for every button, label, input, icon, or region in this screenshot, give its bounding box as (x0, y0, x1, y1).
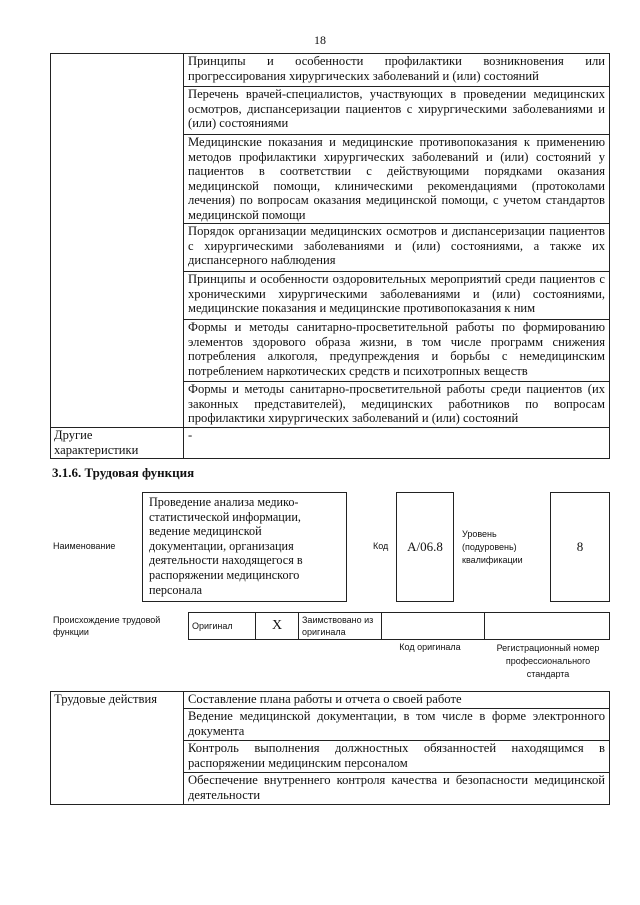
original-code-cell (382, 613, 485, 640)
table-row (51, 428, 610, 459)
section-title: 3.1.6. Трудовая функция (52, 465, 195, 480)
other-characteristics-value: - (184, 428, 610, 459)
knowledge-item: Формы и методы санитарно-просветительной работы среди пациентов (их законных представителей), медицинских работников по вопросам профилактики хирургических заболеваний и (или) состояний (184, 382, 610, 428)
labor-action-item: Ведение медицинской документации, в том числе в форме электронного документа (184, 709, 610, 741)
original-mark: X (256, 613, 299, 640)
level-box: 8 (550, 492, 610, 602)
reg-number-caption: Регистрационный номер профессионального стандарта (496, 643, 600, 679)
origin-table (188, 612, 610, 640)
table-row (189, 613, 610, 640)
labor-actions-label: Трудовые действия (51, 692, 184, 805)
name-label: Наименование (53, 541, 116, 551)
level-label: Уровень (подуровень) квалификации (462, 529, 523, 565)
labor-actions-table (50, 691, 610, 805)
knowledge-item: Принципы и особенности профилактики возникновения или прогрессирования хирургических заболеваний и (или) состояний (184, 54, 610, 87)
knowledge-item: Порядок организации медицинских осмотров и диспансеризации пациентов с хирургическими заболеваниями и (или) состояниями, а также их диспансерного наблюдения (184, 224, 610, 272)
table-row (51, 54, 610, 87)
other-characteristics-label: Другие характеристики (51, 428, 184, 459)
function-name-box: Проведение анализа медико-статистической информации, ведение медицинской документации, организация деятельности находящегося в распоряжении медицинского персонала (142, 492, 347, 602)
original-code-caption: Код оригинала (399, 642, 461, 652)
labor-action-item: Контроль выполнения должностных обязанностей находящимся в распоряжении медицинским персоналом (184, 741, 610, 773)
knowledge-item: Медицинские показания и медицинские противопоказания к применению методов профилактики хирургических заболеваний и (или) состояний у пациентов в соответствии с действующими порядками оказания медицинской помощи, клиническими рекомендациями (протоколами лечения) по вопросам оказания медицинской помощи, с учетом стандартов медицинской помощи (184, 135, 610, 224)
borrowed-label: Заимствовано из оригинала (299, 613, 382, 640)
knowledge-table (50, 53, 610, 459)
labor-action-item: Обеспечение внутреннего контроля качества и безопасности медицинской деятельности (184, 773, 610, 805)
page-number: 18 (314, 33, 326, 47)
original-label: Оригинал (189, 613, 256, 640)
labor-action-item: Составление плана работы и отчета о своей работе (184, 692, 610, 709)
knowledge-item: Формы и методы санитарно-просветительной работы по формированию элементов здорового образа жизни, в том числе программ снижения потребления алкоголя, предупреждения и борьбы с немедицинским потреблением наркотических средств и психотропных веществ (184, 320, 610, 382)
knowledge-item: Перечень врачей-специалистов, участвующих в проведении медицинских осмотров, диспансеризации пациентов с хирургическими заболеваниями и (или) состояниями (184, 87, 610, 135)
row-label-cell (51, 54, 184, 428)
reg-number-cell (485, 613, 610, 640)
origin-label: Происхождение трудовой функции (53, 615, 161, 637)
knowledge-item: Принципы и особенности оздоровительных мероприятий среди пациентов с хроническими хирургическими заболеваниями и (или) состояниями, медицинские показания и медицинские противопоказания к ним (184, 272, 610, 320)
code-label: Код (373, 541, 389, 551)
code-box: А/06.8 (396, 492, 454, 602)
table-row (51, 692, 610, 709)
